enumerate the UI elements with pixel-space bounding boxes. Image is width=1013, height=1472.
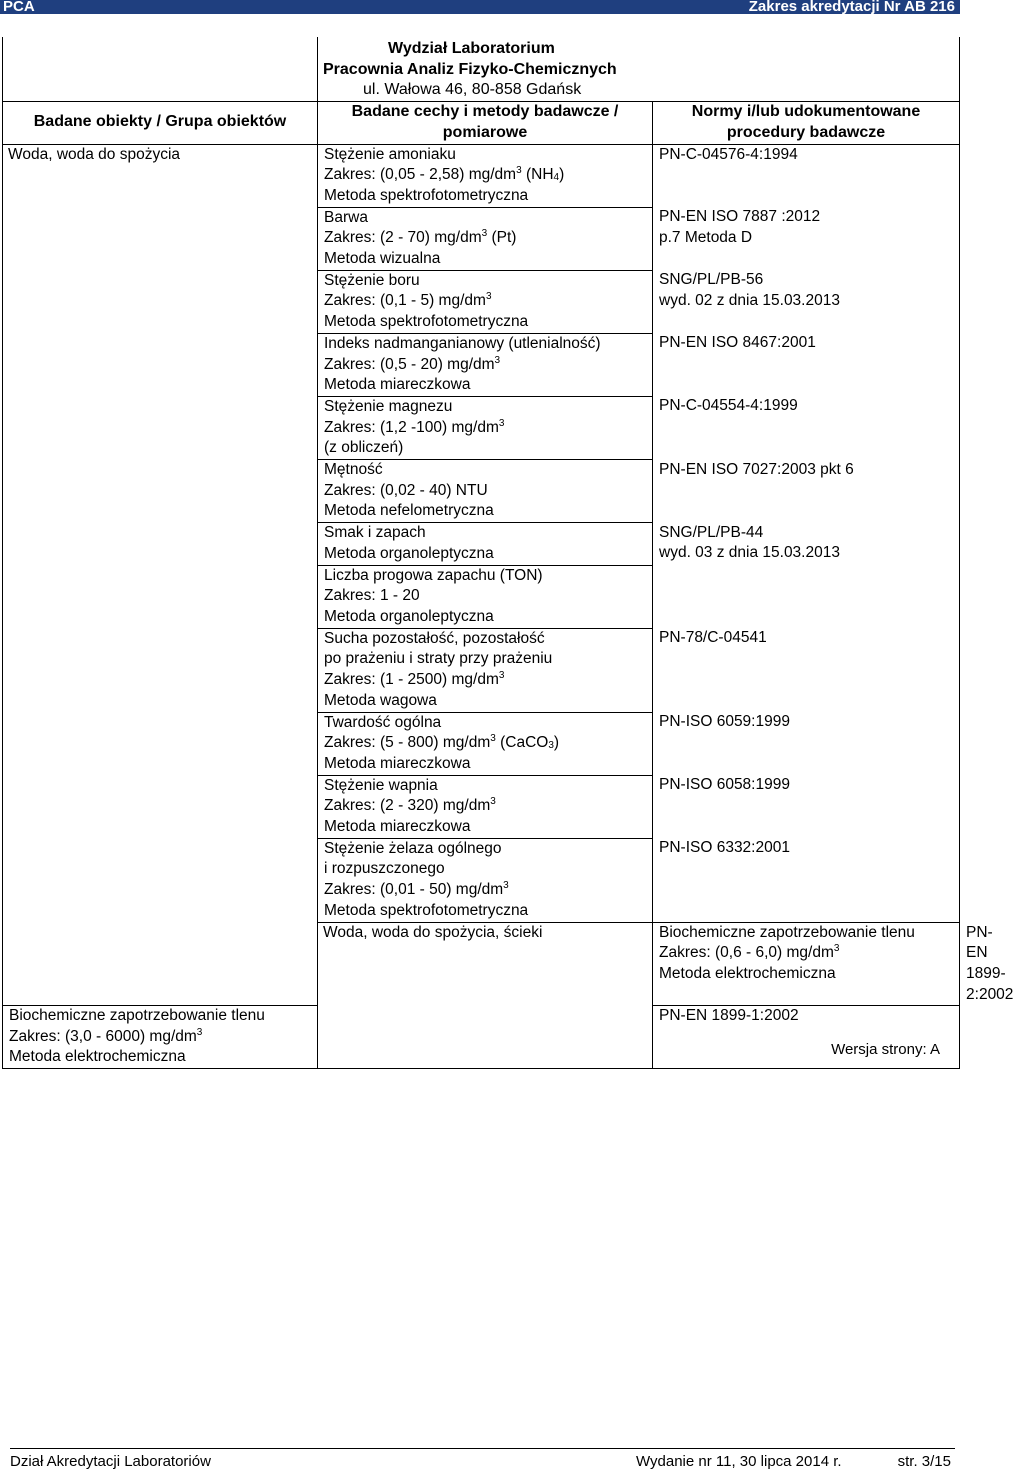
column-header-row <box>3 102 960 144</box>
smak-b-features: Liczba progowa zapachu (TON) Zakres: 1 - 20 Metoda organoleptyczna <box>318 565 653 628</box>
lab-line3: ul. Wałowa 46, 80-858 Gdańsk <box>363 81 582 99</box>
row-4-norm: PN-C-04554-4:1999 <box>653 396 960 459</box>
row-3-norm: PN-EN ISO 8467:2001 <box>653 333 960 396</box>
footer-left: Dział Akredytacji Laboratoriów <box>10 1453 211 1470</box>
row-2-features: Stężenie boru Zakres: (0,1 - 5) $mg/dm^3$ Metoda spektrofotometryczna <box>318 270 653 333</box>
object-group-1: Woda, woda do spożycia <box>3 144 318 1005</box>
lab-line1: Wydział Laboratorium <box>388 40 555 57</box>
page-footer <box>10 1448 955 1470</box>
object-group-2: Woda, woda do spożycia, ścieki <box>318 922 653 1068</box>
row-5-features: Mętność Zakres: (0,02 - 40) NTU Metoda nefelometryczna <box>318 460 653 523</box>
smak-a-features: Smak i zapach Metoda organoleptyczna <box>318 523 653 565</box>
accreditation-table <box>2 37 1013 1069</box>
row2-0-features: Sucha pozostałość, pozostałość po prażeniu i straty przy prażeniu Zakres: (1 - 2500) $mg/dm^3$ Metoda wagowa <box>318 628 653 712</box>
row3-0-features: Biochemiczne zapotrzebowanie tlenu Zakres: (0,6 - 6,0) $mg/dm^3$ Metoda elektrochemiczna <box>653 922 960 1005</box>
col3-header: Normy i/lub udokumentowane procedury badawcze <box>653 102 960 144</box>
page-header <box>0 0 960 14</box>
smak-norm: SNG/PL/PB-44 wyd. 03 z dnia 15.03.2013 <box>653 523 960 629</box>
row2-3-norm: PN-ISO 6332:2001 <box>653 838 960 922</box>
lab-row <box>3 37 960 102</box>
row-1-features: Barwa Zakres: (2 - 70) $mg/dm^3$ (Pt) Metoda wizualna <box>318 207 653 270</box>
header-left: PCA <box>3 0 35 15</box>
header-right: Zakres akredytacji Nr AB 216 <box>748 0 955 15</box>
row-1-norm: PN-EN ISO 7887 :2012 p.7 Metoda D <box>653 207 960 270</box>
col1-header: Badane obiekty / Grupa obiektów <box>3 102 318 144</box>
row-5-norm: PN-EN ISO 7027:2003 pkt 6 <box>653 460 960 523</box>
lab-info <box>318 37 960 102</box>
row3-1-features: Biochemiczne zapotrzebowanie tlenu Zakres: (3,0 - 6000) $mg/dm^3$ Metoda elektrochemiczna <box>3 1005 318 1068</box>
row2-1-norm: PN-ISO 6059:1999 <box>653 712 960 775</box>
table-row <box>3 144 960 207</box>
row2-3-features: Stężenie żelaza ogólnego i rozpuszczonego Zakres: (0,01 - 50) $mg/dm^3$ Metoda spektrofotometryczna <box>318 838 653 922</box>
row2-1-features: Twardość ogólna Zakres: (5 - 800) $mg/dm^3$ (CaCO$_3$) Metoda miareczkowa <box>318 712 653 775</box>
page-version: Wersja strony: A <box>831 1041 940 1058</box>
footer-middle: Wydanie nr 11, 30 lipca 2014 r. <box>636 1453 842 1470</box>
footer-right: str. 3/15 <box>897 1453 951 1470</box>
row-0-norm: PN-C-04576-4:1994 <box>653 144 960 207</box>
row-4-features: Stężenie magnezu Zakres: (1,2 -100) $mg/dm^3$ (z obliczeń) <box>318 396 653 459</box>
table-row: Woda, woda do spożycia, ścieki Biochemiczne zapotrzebowanie tlenu Zakres: (0,6 - 6,0) $mg/dm^3$ Metoda elektrochemiczna PN-EN 1899-2:2002 <box>3 922 960 1005</box>
row-2-norm: SNG/PL/PB-56 wyd. 02 z dnia 15.03.2013 <box>653 270 960 333</box>
row2-2-norm: PN-ISO 6058:1999 <box>653 775 960 838</box>
row-3-features: Indeks nadmanganianowy (utlenialność) Zakres: (0,5 - 20) $mg/dm^3$ Metoda miareczkowa <box>318 333 653 396</box>
col2-header: Badane cechy i metody badawcze / pomiarowe <box>318 102 653 144</box>
row3-1-norm: PN-EN 1899-1:2002 <box>653 1005 960 1068</box>
row-0-features: Stężenie amoniaku Zakres: (0,05 - 2,58) $mg/dm^3$ $(NH_4)$ Metoda spektrofotometryczna <box>318 144 653 207</box>
row2-2-features: Stężenie wapnia Zakres: (2 - 320) $mg/dm^3$ Metoda miareczkowa <box>318 775 653 838</box>
row2-0-norm: PN-78/C-04541 <box>653 628 960 712</box>
lab-line2: Pracownia Analiz Fizyko-Chemicznych <box>323 60 617 78</box>
